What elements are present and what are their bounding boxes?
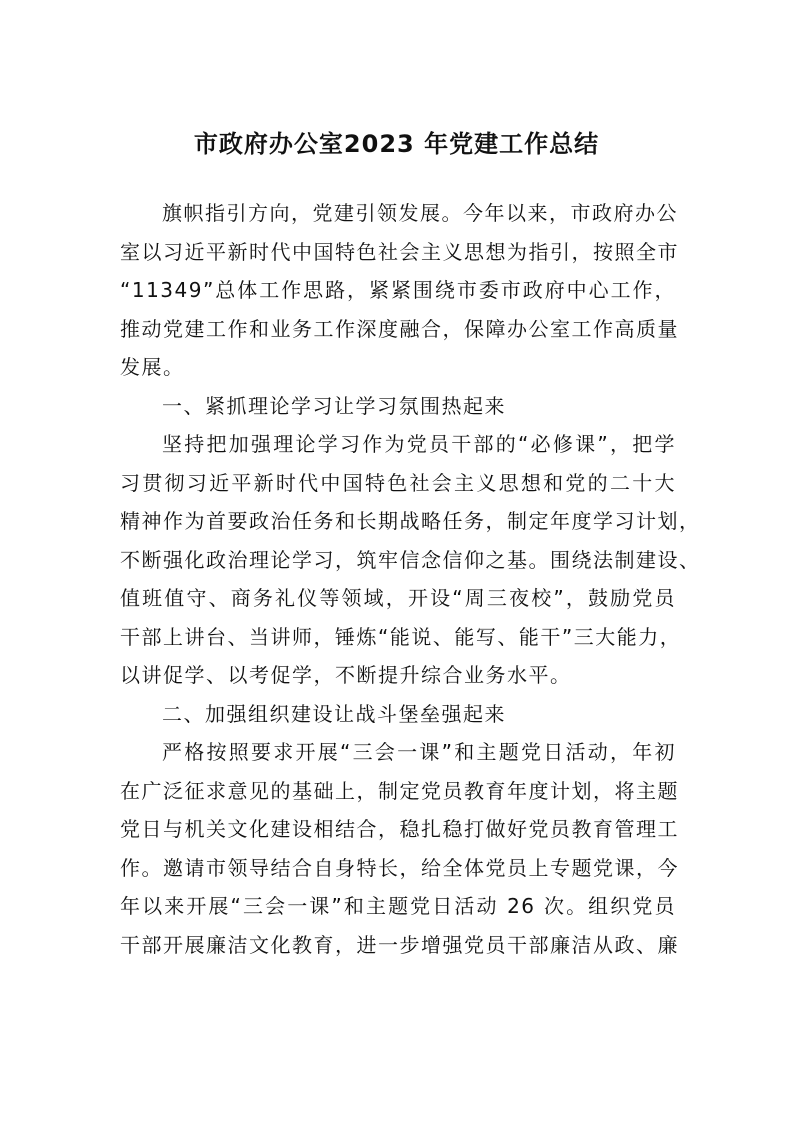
text-line: 严格按照要求开展“三会一课”和主题党日活动，年初 [162, 740, 676, 764]
text-line: 习贯彻习近平新时代中国特色社会主义思想和党的二十大 [120, 470, 676, 495]
text-line: 年以来开展“三会一课”和主题党日活动 26 次。组织党员 [120, 894, 676, 918]
text-line: 旗帜指引方向，党建引领发展。今年以来，市政府办公 [162, 201, 678, 225]
text-line: 在广泛征求意见的基础上，制定党员教育年度计划，将主题 [120, 778, 679, 803]
text-line: 干部上讲台、当讲师，锤炼“能说、能写、能干”三大能力， [120, 624, 682, 649]
text-line: 一、紧抓理论学习让学习氛围热起来 [162, 393, 506, 418]
text-line: 值班值守、商务礼仪等领域，开设“周三夜校”，鼓励党员 [120, 586, 676, 610]
text-line: 发展。 [120, 355, 185, 379]
text-line: 党日与机关文化建设相结合，稳扎稳打做好党员教育管理工 [120, 817, 679, 841]
text-line: 不断强化政治理论学习，筑牢信念信仰之基。围绕法制建设、 [120, 547, 701, 572]
text-line: 作。邀请市领导结合自身特长，给全体党员上专题党课，今 [120, 855, 679, 880]
document-body [120, 194, 701, 964]
text-line: 以讲促学、以考促学，不断提升综合业务水平。 [120, 663, 572, 687]
text-line: 精神作为首要政治任务和长期战略任务，制定年度学习计划， [120, 509, 701, 533]
text-line: 室以习近平新时代中国特色社会主义思想为指引，按照全市 [120, 239, 679, 264]
text-line: 推动党建工作和业务工作深度融合，保障办公室工作高质量 [120, 316, 679, 341]
text-line: 二、加强组织建设让战斗堡垒强起来 [162, 701, 506, 726]
text-line: 干部开展廉洁文化教育，进一步增强党员干部廉洁从政、廉 [120, 932, 679, 957]
text-line: 坚持把加强理论学习作为党员干部的“必修课”，把学 [162, 432, 676, 456]
document-title: 市政府办公室2023 年党建工作总结 [193, 130, 600, 158]
text-line: “11349”总体工作思路，紧紧围绕市委市政府中心工作， [120, 278, 676, 302]
